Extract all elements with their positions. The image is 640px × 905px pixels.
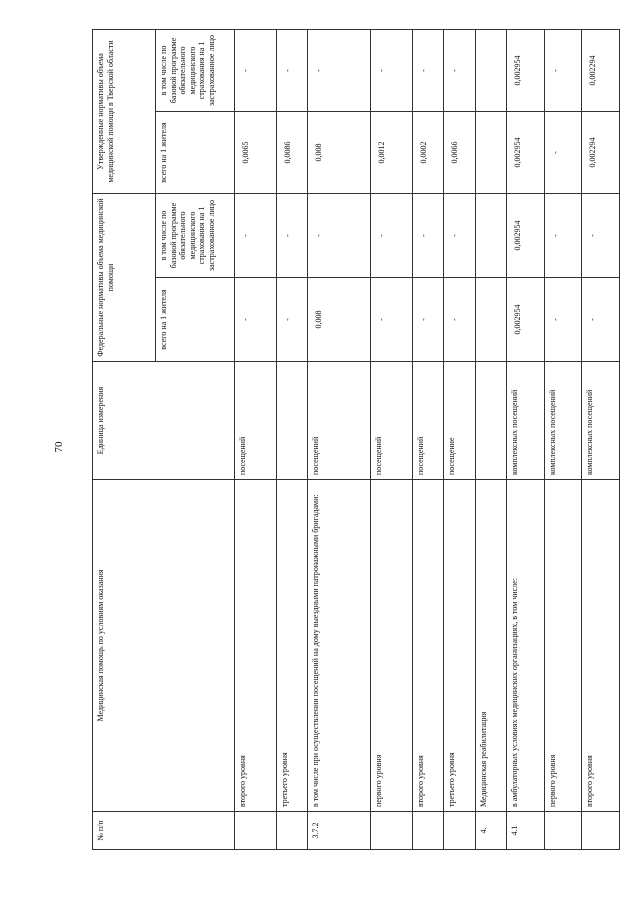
- cell-num: [444, 812, 475, 850]
- cell-fed-total: [475, 278, 506, 362]
- cell-fed-total: -: [235, 278, 277, 362]
- cell-unit: посещений: [412, 362, 443, 480]
- cell-app-total: 0,0065: [235, 112, 277, 194]
- cell-label: второго уровня: [582, 480, 620, 812]
- header-federal-per-insured: в том числе по базовой программе обязательного медицинского страхования на 1 застрахованное лицо: [156, 194, 235, 278]
- cell-num: [544, 812, 582, 850]
- cell-num: [412, 812, 443, 850]
- cell-app-oms: [475, 29, 506, 111]
- table-body: [235, 29, 620, 849]
- cell-label: первого уровня: [370, 480, 412, 812]
- cell-unit: комплексных посещений: [506, 362, 544, 480]
- cell-num: 4.1: [506, 812, 544, 850]
- table-row: [412, 29, 443, 849]
- cell-app-oms: -: [235, 29, 277, 111]
- page-number: 70: [53, 441, 65, 453]
- cell-app-total: 0,002954: [506, 112, 544, 194]
- cell-app-total: -: [544, 112, 582, 194]
- header-num: № п/п: [93, 812, 235, 850]
- cell-app-total: 0,008: [308, 112, 371, 194]
- cell-num: [370, 812, 412, 850]
- cell-label: второго уровня: [235, 480, 277, 812]
- cell-app-oms: -: [544, 29, 582, 111]
- header-unit: Единица измерения: [93, 362, 235, 480]
- cell-fed-oms: -: [370, 194, 412, 278]
- table-row: [506, 29, 544, 849]
- cell-unit: посещение: [444, 362, 475, 480]
- cell-label: первого уровня: [544, 480, 582, 812]
- cell-fed-total: -: [412, 278, 443, 362]
- cell-app-total: 0,0086: [276, 112, 307, 194]
- cell-fed-total: -: [276, 278, 307, 362]
- cell-unit: посещений: [235, 362, 277, 480]
- rotated-table-container: [92, 30, 620, 850]
- cell-unit: посещений: [308, 362, 371, 480]
- table-row: [235, 29, 277, 849]
- cell-app-total: 0,002294: [582, 112, 620, 194]
- cell-app-total: 0,0012: [370, 112, 412, 194]
- header-approved-per-resident: всего на 1 жителя: [156, 112, 235, 194]
- cell-fed-total: 0,008: [308, 278, 371, 362]
- cell-fed-oms: -: [308, 194, 371, 278]
- cell-fed-oms: 0,002954: [506, 194, 544, 278]
- cell-fed-oms: -: [276, 194, 307, 278]
- cell-app-oms: -: [412, 29, 443, 111]
- cell-fed-oms: [475, 194, 506, 278]
- header-condition: Медицинская помощь по условиям оказания: [93, 480, 235, 812]
- cell-fed-total: 0,002954: [506, 278, 544, 362]
- cell-fed-total: -: [370, 278, 412, 362]
- header-approved: Утвержденные нормативы объема медицинской помощи в Тверской области: [93, 29, 156, 193]
- cell-unit: комплексных посещений: [582, 362, 620, 480]
- cell-app-oms: -: [276, 29, 307, 111]
- cell-label: второго уровня: [412, 480, 443, 812]
- cell-label: в том числе при осуществлении посещений на дому выездными патронажными бригадами:: [308, 480, 371, 812]
- cell-app-oms: 0,002294: [582, 29, 620, 111]
- cell-fed-total: -: [444, 278, 475, 362]
- cell-app-total: 0,0002: [412, 112, 443, 194]
- cell-app-total: [475, 112, 506, 194]
- cell-fed-total: -: [582, 278, 620, 362]
- normatives-table: [92, 29, 620, 850]
- table-row: [308, 29, 371, 849]
- cell-num: [276, 812, 307, 850]
- table-row: [370, 29, 412, 849]
- cell-fed-oms: -: [544, 194, 582, 278]
- cell-unit: [475, 362, 506, 480]
- header-approved-per-insured: в том числе по базовой программе обязательного медицинского страхования на 1 застрахованное лицо: [156, 29, 235, 111]
- cell-num: 3.7.2: [308, 812, 371, 850]
- cell-app-oms: -: [308, 29, 371, 111]
- header-federal-per-resident: всего на 1 жителя: [156, 278, 235, 362]
- table-row: [544, 29, 582, 849]
- cell-fed-oms: -: [582, 194, 620, 278]
- cell-num: [235, 812, 277, 850]
- cell-num: [582, 812, 620, 850]
- cell-app-oms: 0,002954: [506, 29, 544, 111]
- cell-unit: посещений: [370, 362, 412, 480]
- cell-label: Медицинская реабилитация: [475, 480, 506, 812]
- cell-app-oms: -: [444, 29, 475, 111]
- table-row: [276, 29, 307, 849]
- cell-label: третьего уровня: [276, 480, 307, 812]
- cell-app-oms: -: [370, 29, 412, 111]
- cell-fed-total: -: [544, 278, 582, 362]
- cell-fed-oms: -: [412, 194, 443, 278]
- cell-fed-oms: -: [444, 194, 475, 278]
- table-row: [444, 29, 475, 849]
- header-federal: Федеральные нормативы объема медицинской помощи: [93, 194, 156, 362]
- cell-app-total: 0,0066: [444, 112, 475, 194]
- cell-unit: комплексных посещений: [544, 362, 582, 480]
- cell-fed-oms: -: [235, 194, 277, 278]
- cell-label: третьего уровня: [444, 480, 475, 812]
- cell-unit: [276, 362, 307, 480]
- table-row: [582, 29, 620, 849]
- cell-label: в амбулаторных условиях медицинских организациях, в том числе:: [506, 480, 544, 812]
- table-row: [475, 29, 506, 849]
- cell-num: 4.: [475, 812, 506, 850]
